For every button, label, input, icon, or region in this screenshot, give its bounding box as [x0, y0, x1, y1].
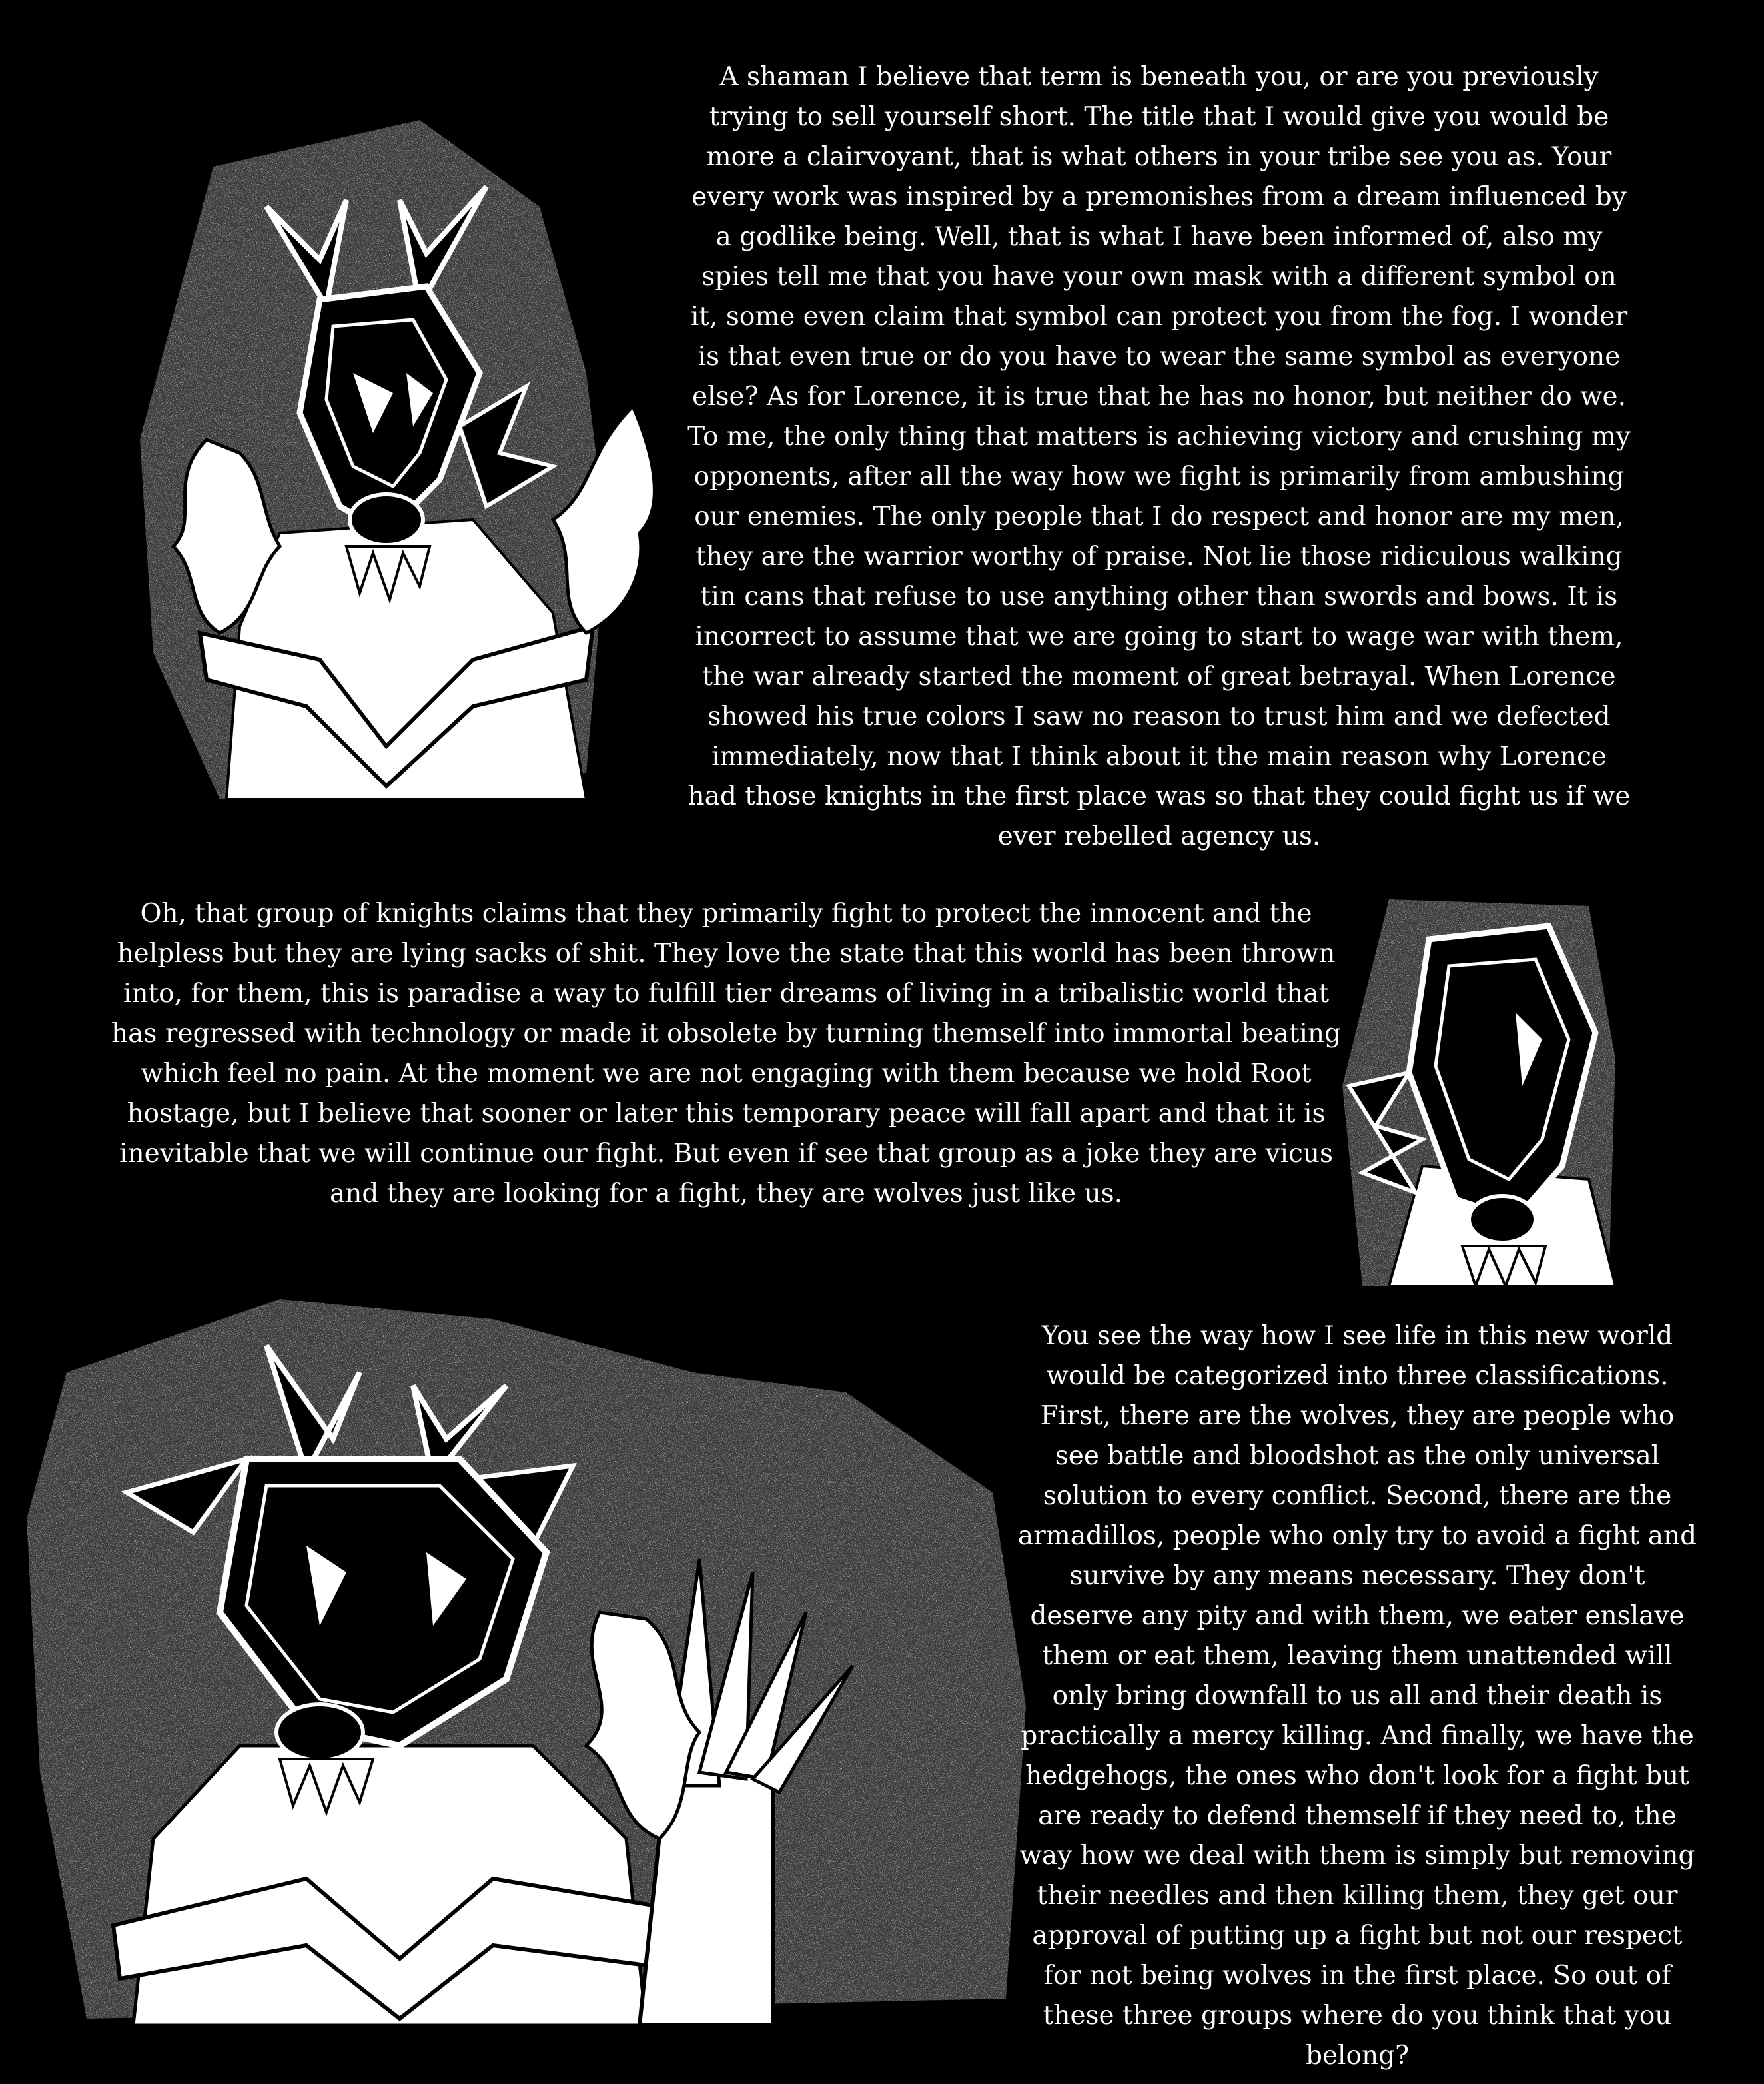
masked-wolf-figure-clawed-hand-icon: [27, 1239, 1039, 2032]
masked-wolf-head-icon: [1336, 886, 1632, 1286]
speech-text-block-3: You see the way how I see life in this new world would be categorized into three classifications. First, there are the wolves, they are people who see battle and bloodshot as the only universal solution to every conflict. Second, there are the armadillos, people who only try to avoid a fight and survive by any means necessary. They don't deserve any pity and with them, we eater enslave them or eat them, leaving them unattended will only bring downfall to us all and their death is practically a mercy killing. And finally, we have the hedgehogs, the ones who don't look for a fight but are ready to defend themself if they need to, the way how we deal with them is simply but removing their needles and then killing them, they get our approval of putting up a fight but not our respect for not being wolves in the first place. So out of these three groups where do you think that you belong?: [1017, 1321, 1697, 2071]
speech-text-block-2: Oh, that group of knights claims that they primarily fight to protect the innocent and the helpless but they are lying sacks of shit. They love the state that this world has been thrown into, for them, this is paradise a way to fulfill tier dreams of living in a tribalistic world that has regressed with technology or made it obsolete by turning themself into immortal beating which feel no pain. At the moment we are not engaging with them because we hold Root hostage, but I believe that sooner or later this temporary peace will fall apart and that it is inevitable that we will continue our fight. But even if see that group as a joke they are vicus and they are looking for a fight, they are wolves just like us.: [111, 899, 1341, 1209]
speech-text-block-1: A shaman I believe that term is beneath you, or are you previously trying to sell yourself short. The title that I would give you would be more a clairvoyant, that is what others in your tribe see you as. Your every work was inspired by a premonishes from a dream influenced by a godlike being. Well, that is what I have been informed of, also my spies tell me that you have your own mask with a different symbol on it, some even claim that symbol can protect you from the fog. I wonder is that even true or do you have to wear the same symbol as everyone else? As for Lorence, it is true that he has no honor, but neither do we. To me, the only thing that matters is achieving victory and crushing my opponents, after all the way how we fight is primarily from ambushing our enemies. The only people that I do respect and honor are my men, they are the warrior worthy of praise. Not lie those ridiculous walking tin cans that refuse to use anything other than swords and bows. It is incorrect to assume that we are going to start to wage war with them, the war already started the moment of great betrayal. When Lorence showed his true colors I saw no reason to trust him and we defected immediately, now that I think about it the main reason why Lorence had those knights in the first place was so that they could fight us if we ever rebelled agency us.: [687, 62, 1631, 851]
masked-wolf-figure-arms-crossed-icon: [127, 107, 679, 806]
